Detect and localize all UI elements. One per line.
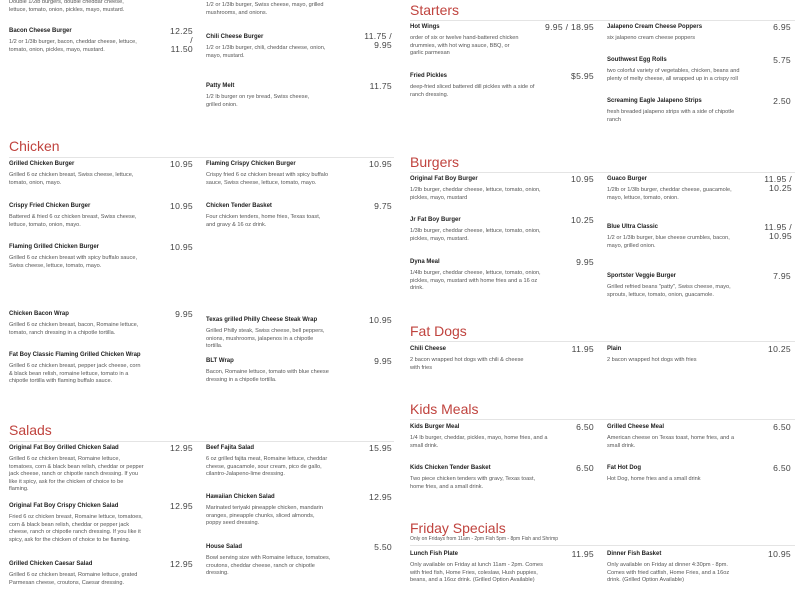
menu-item-description: 1/4 lb burger, cheddar, pickles, mayo, home fries, and a small drink. [410,435,548,449]
menu-item-price: 9.95 / 18.95 [545,22,594,32]
menu-item-price: 12.95 [368,492,392,502]
menu-item [607,56,742,83]
menu-item [9,243,144,270]
menu-item-name: Fat Boy Classic Flaming Grilled Chicken Wrap [9,352,141,358]
menu-item [607,464,742,484]
menu-item-name: Plain [607,346,622,352]
menu-item-name: Grilled Cheese Meal [607,424,665,430]
menu-item [9,351,144,386]
menu-item-price: 15.95 [368,443,392,453]
menu-item-name: Jr Fat Boy Burger [410,217,461,223]
section-divider [410,545,795,546]
menu-item-description: 1/2 or 1/3lb burger, bacon, cheddar cheese, lettuce, tomato, onion, pickles, mayo, mustard. [9,39,137,53]
section-heading-fat-dogs: Fat Dogs [410,323,467,339]
menu-item-name: Crispy Fried Chicken Burger [9,203,91,209]
menu-item-price: 11.95 / 10.25 [764,174,792,193]
menu-item-description: Bowl serving size with Romaine lettuce, tomatoes, croutons, cheddar cheese, ranch or chipotle dressing. [206,555,331,576]
section-divider [410,419,795,420]
menu-item-price: 6.50 [576,463,594,473]
menu-item-description: Grilled 6 oz chicken breast, Swiss cheese, lettuce, tomato, onion, mayo. [9,172,134,186]
menu-item-price: $5.95 [570,71,594,81]
menu-item-price: 10.95 [169,159,193,169]
menu-item-description: 1/2lb or 1/3lb burger, cheddar cheese, guacamole, mayo, lettuce, tomato, onion. [607,187,732,201]
menu-item [206,357,331,384]
menu-item-description: American cheese on Texas toast, home fries, and a small drink. [607,435,735,449]
menu-item-description: 1/2 or 1/3lb burger, blue cheese crumbles, bacon, mayo, grilled onion. [607,235,730,249]
menu-item-description: 6 oz grilled fajita meat, Romaine lettuce, cheddar cheese, guacamole, sour cream, pico de gallo, cilantro-Jalapeno-lime dressing. [206,456,328,477]
menu-item-description: Four chicken tenders, home fries, Texas toast, and gravy & 16 oz drink. [206,214,321,228]
menu-item-name: Beef Fajita Salad [206,445,255,451]
section-divider [410,172,795,173]
menu-item-description: Grilled 6 oz chicken breast, pepper jack cheese, corn & black bean relish, romaine lettuce, tomato in a chipotle tortilla with flaming buffalo sauce. [9,363,141,384]
menu-item [9,27,144,54]
menu-item-name: Original Fat Boy Grilled Chicken Salad [9,445,119,451]
menu-item-price: 10.95 [368,315,392,325]
menu-item-name: Chicken Tender Basket [206,203,272,209]
section-heading-salads: Salads [9,422,52,438]
menu-item [9,444,144,494]
menu-item-description: Battered & fried 6 oz chicken breast, Swiss cheese, lettuce, tomato, onion, mayo. [9,214,137,228]
menu-item-price: 10.95 [169,242,193,252]
menu-item-price: 6.95 [773,22,791,32]
menu-item-name: Grilled Chicken Caesar Salad [9,561,93,567]
menu-item [607,223,737,250]
menu-item [607,175,737,202]
menu-item-name: Hot Wings [410,24,440,30]
menu-item-name: Fat Hot Dog [607,465,641,471]
menu-item-name: Kids Chicken Tender Basket [410,465,491,471]
menu-item-price: 6.50 [773,463,791,473]
menu-item [607,345,742,365]
menu-item-description: 1/2lb burger, cheddar cheese, lettuce, tomato, onion, pickles, mayo, mustard [410,187,541,201]
menu-item [206,493,331,528]
menu-item-description: 2 bacon wrapped hot dogs with chili & cheese with fries [410,357,524,371]
menu-item [9,560,144,587]
menu-item-price: 10.95 [368,159,392,169]
menu-item-price: 12.95 [169,559,193,569]
section-divider [410,341,795,342]
menu-item [206,202,331,229]
menu-item [410,23,522,58]
menu-item [410,345,528,372]
menu-item-description: Grilled refried beans "patty", Swiss cheese, mayo, sprouts, lettuce, tomato, onion, guacamole. [607,284,731,298]
menu-item-description: 1/2 lb burger on rye bread, Swiss cheese, grilled onion. [206,94,310,108]
menu-item-name: Kids Burger Meal [410,424,460,430]
section-heading-chicken: Chicken [9,138,60,154]
menu-item-description: Two piece chicken tenders with gravy, Texas toast, home fries, and a small drink. [410,476,536,490]
menu-item-description: six jalapeno cream cheese poppers [607,35,695,41]
menu-item-description: 1/2 or 1/3lb burger, chili, cheddar cheese, onion, mayo, mustard. [206,45,326,59]
menu-item-name: Patty Melt [206,83,235,89]
section-divider [9,441,394,442]
menu-item [410,216,545,243]
menu-item-description: deep-fried sliced battered dill pickles with a side of ranch dressing. [410,84,535,98]
menu-item-price: 9.75 [374,201,392,211]
menu-item-name: Flaming Crispy Chicken Burger [206,161,296,167]
friday-specials-note: Only on Fridays from 11am - 2pm Fish 5pm - 8pm Fish and Shrimp [410,536,559,542]
menu-item-name: BLT Wrap [206,358,234,364]
menu-item-price: 12.95 [169,501,193,511]
menu-item [9,160,144,187]
menu-item-name: Fried Pickles [410,73,448,79]
menu-item-name: Lunch Fish Plate [410,551,459,557]
menu-item [206,444,331,479]
menu-item-description: Grilled 6 oz chicken breast with spicy buffalo sauce, Swiss cheese, lettuce, tomato, mayo. [9,255,137,269]
menu-item-description: 2 bacon wrapped hot dogs with fries [607,357,697,363]
menu-item-price: 11.95 / 10.95 [764,222,792,241]
menu-item-price: 12.25 / 11.50 [170,26,194,54]
menu-item [410,175,550,202]
menu-item-name: Dyna Meal [410,259,440,265]
menu-item-price: 11.75 [369,81,392,91]
menu-item [607,97,735,124]
menu-item [9,202,144,229]
menu-item-description: 1/3lb burger, cheddar cheese, lettuce, tomato, onion, pickles, mayo, mustard. [410,228,541,242]
menu-item [410,72,538,99]
menu-item-description: Bacon, Romaine lettuce, tomato with blue cheese dressing in a chipotle tortilla. [206,369,329,383]
menu-item [206,82,321,109]
menu-item-description: fresh breaded jalapeno strips with a side of chipotle ranch [607,109,735,123]
menu-item-name: Screaming Eagle Jalapeno Strips [607,98,702,104]
section-heading-kids-meals: Kids Meals [410,401,479,417]
menu-item-name: Chicken Bacon Wrap [9,311,69,317]
menu-item-name: Chili Cheese Burger [206,34,264,40]
menu-item-description: Only available on Friday at lunch 11am - 2pm. Comes with fried fish, Home Fries, coleslaw, Hush puppies, beans, and a 16oz drink. (Grilled Option Available) [410,562,543,583]
menu-item [206,543,331,578]
menu-item-price: 11.95 [571,549,594,559]
menu-item-description: Marinated teriyaki pineapple chicken, mandarin oranges, pineapple chunks, sliced almonds, poppy seed dressing. [206,505,323,526]
menu-item [9,502,144,544]
menu-item-name: House Salad [206,544,243,550]
menu-item-name: Blue Ultra Classic [607,224,659,230]
menu-item-name: Grilled Chicken Burger [9,161,75,167]
menu-item-description: Grilled 6 oz chicken breast, bacon, Romaine lettuce, tomato, ranch dressing in a chipotle tortilla. [9,322,139,336]
menu-item [206,316,331,351]
menu-item-price: 10.95 [767,549,791,559]
menu-item-price: 6.50 [576,422,594,432]
menu-item-name: Jalapeno Cream Cheese Poppers [607,24,703,30]
menu-item-price: 7.95 [773,271,791,281]
menu-item-name: Original Fat Boy Burger [410,176,478,182]
menu-item-price: 11.95 [571,344,594,354]
menu-item-description: order of six or twelve hand-battered chicken drummies, with hot wing sauce, BBQ, or garlic parmesan [410,35,519,56]
menu-item-description: Grilled 6 oz chicken breast, Romaine lettuce, tomatoes, corn & black bean relish, cheddar or pepper jack cheese, ranch or chipotle ranch dressing. If you like it spicy, ask for the chicken of choice to be flaming. [9,456,144,492]
menu-item-name: Texas grilled Philly Cheese Steak Wrap [206,317,318,323]
section-divider [410,20,795,21]
menu-item-name: Southwest Egg Rolls [607,57,667,63]
menu-item-description-top: 1/2 or 1/3lb burger, Swiss cheese, mayo, grilled mushrooms, and onions. [206,2,324,16]
menu-item-price: 6.50 [773,422,791,432]
menu-item [9,310,144,337]
menu-item-price: 11.75 / 9.95 [364,31,392,50]
menu-item-name: Sportster Veggie Burger [607,273,677,279]
section-heading-friday-specials: Friday Specials [410,520,506,536]
menu-item-price: 9.95 [374,356,392,366]
menu-item [607,550,742,585]
menu-item-name: Chili Cheese [410,346,447,352]
menu-item-price: 10.95 [169,201,193,211]
menu-item [410,464,545,491]
menu-item-price: 10.25 [570,215,594,225]
menu-item [607,272,737,299]
menu-item-name: Dinner Fish Basket [607,551,662,557]
menu-item-description: Fried 6 oz chicken breast, Romaine lettuce, tomatoes, corn & black bean relish, cheddar or pepper jack cheese, ranch or chipotle ranch dressing. If you like it spicy, ask for the chicken of choice to be flaming. [9,514,143,543]
menu-item-name: Bacon Cheese Burger [9,28,72,34]
menu-item-price: 2.50 [773,96,791,106]
menu-item [410,258,550,293]
menu-item-name: Original Fat Boy Crispy Chicken Salad [9,503,119,509]
menu-item-price: 5.50 [374,542,392,552]
menu-item [410,550,550,585]
menu-item [206,160,331,187]
menu-item-description: 1/4lb burger, cheddar cheese, lettuce, tomato, onion, pickles, mayo, mustard with home fries and a 16 oz drink. [410,270,541,291]
section-heading-starters: Starters [410,2,460,18]
menu-item-description-top: Double 1/2lb burgers, double cheddar cheese, lettuce, tomato, onion, pickles, mayo, mustard. [9,0,125,13]
menu-item-name: Flaming Grilled Chicken Burger [9,244,100,250]
menu-item-price: 10.95 [570,174,594,184]
section-divider [9,157,394,158]
menu-item-price: 9.95 [576,257,594,267]
menu-item-price: 10.25 [767,344,791,354]
menu-item-description: two colorful variety of vegetables, chicken, beans and plenty of melty cheese, all wrapped up in a crispy roll [607,68,740,82]
menu-item-description: Crispy fried 6 oz chicken breast with spicy buffalo sauce, Swiss cheese, lettuce, tomato, mayo. [206,172,329,186]
menu-item-description: Only available on Friday at dinner 4:30pm - 8pm. Comes with fried catfish, Home Fries, and a 16oz drink. (Grilled Option Available) [607,562,730,583]
menu-item [410,423,548,450]
menu-item-description: Grilled Philly steak, Swiss cheese, bell peppers, onions, mushrooms, jalapenos in a chipotle tortilla. [206,328,325,349]
menu-item [607,423,742,450]
menu-item-price: 5.75 [773,55,791,65]
menu-item-price: 12.95 [169,443,193,453]
section-heading-burgers: Burgers [410,154,460,170]
menu-item [206,33,331,60]
menu-item-name: Guaco Burger [607,176,648,182]
menu-item-price: 9.95 [175,309,193,319]
menu-item [607,23,742,43]
menu-item-name: Hawaiian Chicken Salad [206,494,275,500]
menu-item-description: Grilled 6 oz chicken breast, Romaine lettuce, grated Parmesan cheese, croutons, Caesar dressing. [9,572,138,586]
menu-item-description: Hot Dog, home fries and a small drink [607,476,701,482]
